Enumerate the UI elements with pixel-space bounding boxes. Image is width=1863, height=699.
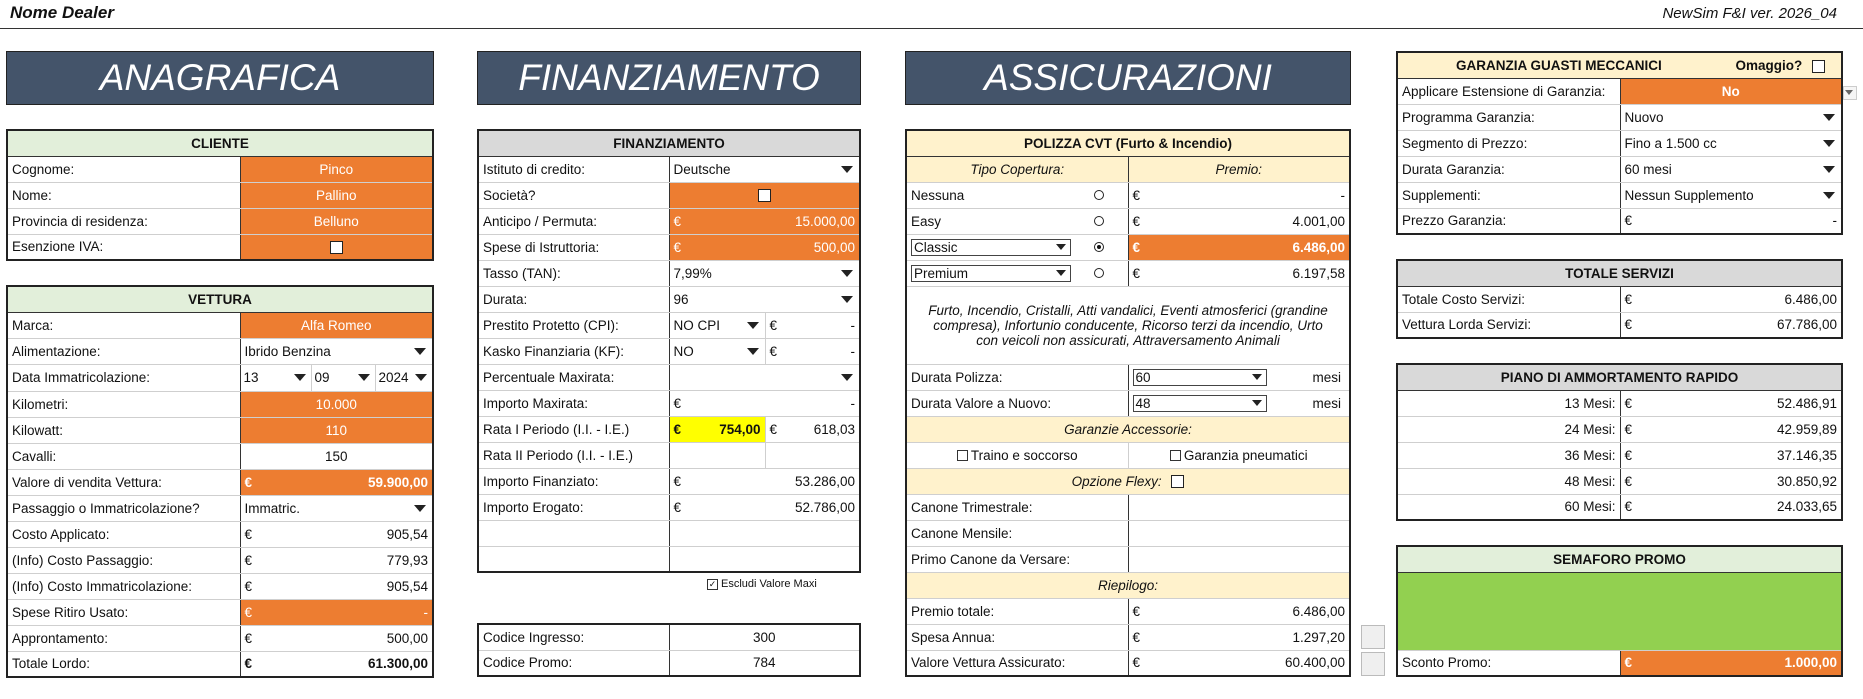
euro-symbol: €: [1132, 213, 1141, 229]
approntamento-cell[interactable]: [240, 625, 433, 651]
spese-istruttoria-value: 500,00: [813, 239, 855, 255]
traino-option[interactable]: [906, 442, 1128, 468]
rata1-ie-value: 618,03: [813, 421, 855, 437]
spesa-annua-value: 1.297,20: [1292, 629, 1346, 645]
costo-passaggio-label: (Info) Costo Passaggio:: [7, 547, 240, 573]
rata1-ie-cell: [765, 416, 860, 442]
euro-symbol: €: [1624, 317, 1633, 333]
spese-ritiro-label: Spese Ritiro Usato:: [7, 599, 240, 625]
euro-symbol: €: [1624, 473, 1633, 489]
premio-classic: [1128, 234, 1350, 260]
importo-finanziato-label: Importo Finanziato:: [478, 468, 669, 494]
cpi-label: Prestito Protetto (CPI):: [478, 312, 669, 338]
euro-symbol: €: [1624, 395, 1633, 411]
chevron-down-icon: [294, 374, 306, 381]
maxirata-perc-select[interactable]: [669, 364, 860, 390]
istituto-select[interactable]: [669, 156, 860, 182]
cpi-amount-value: -: [850, 317, 855, 333]
valore-vendita-input[interactable]: [240, 469, 433, 495]
anticipo-label: Anticipo / Permuta:: [478, 208, 669, 234]
cavalli-label: Cavalli:: [7, 443, 240, 469]
costo-applicato-cell: [240, 521, 433, 547]
euro-symbol: €: [1624, 499, 1633, 515]
rata1-label: Rata I Periodo (I.I. - I.E.): [478, 416, 669, 442]
durata-select[interactable]: [669, 286, 860, 312]
spese-istruttoria-label: Spese di Istruttoria:: [478, 234, 669, 260]
cavalli-value: 150: [240, 443, 433, 469]
approntamento-label: Approntamento:: [7, 625, 240, 651]
kilowatt-input[interactable]: 110: [240, 417, 433, 443]
totale-lordo-cell: [240, 651, 433, 677]
piano-row-label: 48 Mesi:: [1397, 468, 1620, 494]
codice-ingresso-input[interactable]: 300: [669, 624, 860, 650]
euro-symbol: €: [769, 421, 778, 437]
chevron-down-icon: [841, 296, 853, 303]
piano-row-value: 30.850,92: [1776, 473, 1837, 489]
rata2-ie-cell: [765, 442, 860, 468]
option-easy-label: Easy: [911, 213, 942, 229]
durata-vn-cell: [1128, 390, 1350, 416]
garanzia-header: [1397, 52, 1842, 78]
programma-select[interactable]: [1620, 104, 1842, 130]
chevron-down-icon: [358, 374, 370, 381]
chevron-down-icon: [1845, 90, 1853, 95]
euro-symbol: €: [1132, 187, 1141, 203]
cpi-value: NO CPI: [673, 317, 721, 333]
costo-passaggio-cell: [240, 547, 433, 573]
piano-row-label: 60 Mesi:: [1397, 494, 1620, 520]
chevron-down-icon: [841, 166, 853, 173]
durata-polizza-select[interactable]: [1133, 369, 1267, 386]
anticipo-value: 15.000,00: [794, 213, 855, 229]
premio-premium-value: 6.197,58: [1292, 265, 1346, 281]
polizza-table: [905, 129, 1351, 677]
chevron-down-icon: [1252, 374, 1262, 380]
totale-costo-servizi-label: Totale Costo Servizi:: [1397, 286, 1620, 312]
empty-cell: [478, 546, 669, 572]
primo-canone-label: Primo Canone da Versare:: [906, 546, 1128, 572]
empty-cell: [478, 520, 669, 546]
estensione-select[interactable]: No: [1620, 78, 1842, 104]
premio-easy-value: 4.001,00: [1292, 213, 1346, 229]
canone-mensile-value: [1128, 520, 1350, 546]
valore-assicurato-value: 60.400,00: [1284, 655, 1346, 671]
rata2-label: Rata II Periodo (I.I. - I.E.): [478, 442, 669, 468]
maxirata-importo-cell: [669, 390, 860, 416]
anno-value: 2024: [378, 370, 409, 385]
mesi-label: mesi: [1312, 369, 1342, 385]
piano-row-cell: [1620, 416, 1842, 442]
passaggio-value: Immatric.: [244, 500, 300, 516]
durata-polizza-cell: [1128, 364, 1350, 390]
euro-symbol: €: [1624, 421, 1633, 437]
chevron-down-icon: [1823, 140, 1835, 147]
dropdown-toggle[interactable]: [1843, 86, 1857, 100]
data-immatricolazione-cell: [240, 364, 433, 391]
societa-checkbox[interactable]: [758, 189, 771, 202]
piano-row-cell: [1620, 442, 1842, 468]
supplementi-label: Supplementi:: [1397, 182, 1620, 208]
check-icon[interactable]: ✓: [708, 578, 717, 589]
istituto-label: Istituto di credito:: [478, 156, 669, 182]
finanziamento-title: FINANZIAMENTO: [478, 130, 860, 156]
approntamento-value: 500,00: [386, 630, 428, 646]
totale-lordo-label: Totale Lordo:: [7, 651, 240, 677]
totale-servizi-title: TOTALE SERVIZI: [1397, 260, 1842, 286]
chevron-down-icon: [414, 505, 426, 512]
kf-label: Kasko Finanziaria (KF):: [478, 338, 669, 364]
supplementi-value: Nessun Supplemento: [1624, 187, 1754, 203]
istituto-value: Deutsche: [673, 161, 731, 177]
euro-symbol: €: [244, 656, 253, 672]
canone-mensile-label: Canone Mensile:: [906, 520, 1128, 546]
segmento-label: Segmento di Prezzo:: [1397, 130, 1620, 156]
valore-assicurato-label: Valore Vettura Assicurato:: [906, 650, 1128, 676]
mese-select[interactable]: [312, 365, 376, 391]
premio-premium: [1128, 260, 1350, 286]
tasso-select[interactable]: [669, 260, 860, 286]
durata-vn-label: Durata Valore a Nuovo:: [906, 390, 1128, 416]
cognome-label: Cognome:: [7, 156, 240, 182]
euro-symbol: €: [673, 395, 682, 411]
pneumatici-option[interactable]: [1128, 442, 1350, 468]
passaggio-label: Passaggio o Immatricolazione?: [7, 495, 240, 521]
mese-value: 09: [314, 370, 330, 385]
prezzo-garanzia-cell: [1620, 208, 1842, 234]
valore-vendita-label: Valore di vendita Vettura:: [7, 469, 240, 495]
vettura-lorda-servizi-value: 67.786,00: [1776, 317, 1838, 333]
iva-checkbox[interactable]: [330, 241, 343, 254]
omaggio-label: Omaggio?: [1735, 57, 1803, 73]
premio-nessuna-value: -: [1340, 187, 1346, 203]
codice-ingresso-label: Codice Ingresso:: [478, 624, 669, 650]
costo-immatricolazione-cell: [240, 573, 433, 599]
chevron-down-icon: [1823, 192, 1835, 199]
polizza-title: POLIZZA CVT (Furto & Incendio): [906, 130, 1350, 156]
durata-label: Durata:: [478, 286, 669, 312]
spese-istruttoria-input[interactable]: [669, 234, 860, 260]
premio-totale-label: Premio totale:: [906, 598, 1128, 624]
chevron-down-icon: [1252, 400, 1262, 406]
totale-lordo-value: 61.300,00: [367, 656, 428, 672]
dealer-name: Nome Dealer: [10, 3, 114, 22]
semaforo-indicator: [1397, 572, 1842, 650]
euro-symbol: €: [769, 343, 778, 359]
euro-symbol: €: [1624, 291, 1633, 307]
kf-amount: [765, 338, 860, 364]
totale-costo-servizi-value: 6.486,00: [1784, 291, 1838, 307]
spese-ritiro-value: -: [423, 604, 428, 620]
premio-easy: [1128, 208, 1350, 234]
opzione-flexy-header: [906, 468, 1350, 494]
kf-select[interactable]: [669, 338, 765, 364]
euro-symbol: €: [1624, 447, 1633, 463]
spese-ritiro-input[interactable]: [240, 599, 433, 625]
marca-label: Marca:: [7, 312, 240, 338]
importo-erogato-cell: [669, 494, 860, 520]
totale-costo-servizi-cell: [1620, 286, 1842, 312]
prezzo-garanzia-label: Prezzo Garanzia:: [1397, 208, 1620, 234]
euro-symbol: €: [673, 239, 682, 255]
sconto-promo-label: Sconto Promo:: [1397, 650, 1620, 676]
valore-assicurato-cell: [1128, 650, 1350, 676]
valore-vendita-value: 59.900,00: [367, 474, 428, 490]
cliente-table: [6, 129, 434, 261]
piano-table: [1396, 363, 1843, 521]
euro-symbol: €: [1624, 655, 1633, 671]
canone-trimestrale-value: [1128, 494, 1350, 520]
kf-amount-value: -: [850, 343, 855, 359]
euro-symbol: €: [673, 473, 682, 489]
codici-table: [477, 623, 861, 677]
tasso-value: 7,99%: [673, 265, 712, 281]
piano-row-value: 37.146,35: [1776, 447, 1837, 463]
piano-row-value: 24.033,65: [1776, 499, 1837, 515]
semaforo-title: SEMAFORO PROMO: [1397, 546, 1842, 572]
classic-select[interactable]: [911, 239, 1071, 256]
finanziamento-table: [477, 129, 861, 573]
premio-nessuna: [1128, 182, 1350, 208]
traino-label: Traino e soccorso: [970, 447, 1078, 463]
marca-input[interactable]: Alfa Romeo: [240, 312, 433, 338]
data-immatricolazione-label: Data Immatricolazione:: [7, 364, 240, 391]
durata-polizza-label: Durata Polizza:: [906, 364, 1128, 390]
anticipo-input[interactable]: [669, 208, 860, 234]
banner-finanziamento: FINANZIAMENTO: [477, 51, 861, 105]
kilometri-label: Kilometri:: [7, 391, 240, 417]
empty-cell: [669, 546, 860, 572]
option-nessuna-label: Nessuna: [911, 187, 965, 203]
tasso-label: Tasso (TAN):: [478, 260, 669, 286]
garanzia-title: GARANZIA GUASTI MECCANICI: [1456, 57, 1662, 73]
nome-label: Nome:: [7, 182, 240, 208]
euro-symbol: €: [1132, 603, 1141, 619]
vettura-lorda-servizi-cell: [1620, 312, 1842, 338]
segmento-value: Fino a 1.500 cc: [1624, 135, 1717, 151]
pneumatici-checkbox[interactable]: [1170, 450, 1181, 461]
option-nessuna[interactable]: [906, 182, 1128, 208]
empty-cell: [669, 520, 860, 546]
vettura-lorda-servizi-label: Vettura Lorda Servizi:: [1397, 312, 1620, 338]
cpi-amount: [765, 312, 860, 338]
radio-premium[interactable]: [1094, 268, 1104, 278]
codice-promo-input[interactable]: 784: [669, 650, 860, 676]
option-easy[interactable]: [906, 208, 1128, 234]
euro-symbol: €: [1132, 655, 1141, 671]
euro-symbol: €: [244, 630, 253, 646]
side-button-2[interactable]: [1361, 652, 1385, 676]
premio-totale-cell: [1128, 598, 1350, 624]
premio-header: Premio:: [1128, 156, 1350, 182]
alimentazione-value: Ibrido Benzina: [244, 343, 331, 359]
maxirata-perc-label: Percentuale Maxirata:: [478, 364, 669, 390]
euro-symbol: €: [244, 526, 253, 542]
kilometri-input[interactable]: 10.000: [240, 391, 433, 417]
costo-applicato-label: Costo Applicato:: [7, 521, 240, 547]
piano-row-label: 13 Mesi:: [1397, 390, 1620, 416]
euro-symbol: €: [673, 213, 682, 229]
radio-easy[interactable]: [1094, 216, 1104, 226]
durata-garanzia-label: Durata Garanzia:: [1397, 156, 1620, 182]
alimentazione-label: Alimentazione:: [7, 338, 240, 364]
euro-symbol: €: [1132, 265, 1141, 281]
option-classic-label: Classic: [914, 239, 958, 255]
chevron-down-icon: [747, 348, 759, 355]
alimentazione-select[interactable]: [240, 338, 433, 364]
piano-row-cell: [1620, 468, 1842, 494]
durata-garanzia-select[interactable]: [1620, 156, 1842, 182]
costo-passaggio-value: 779,93: [386, 552, 428, 568]
importo-finanziato-value: 53.286,00: [794, 473, 855, 489]
maxirata-importo-value: -: [850, 395, 855, 411]
top-bar: [0, 0, 1863, 29]
costo-immatricolazione-label: (Info) Costo Immatricolazione:: [7, 573, 240, 599]
chevron-down-icon: [414, 348, 426, 355]
iva-cell: [240, 234, 433, 260]
radio-nessuna[interactable]: [1094, 190, 1104, 200]
chevron-down-icon: [1823, 114, 1835, 121]
option-premium-label: Premium: [914, 265, 969, 281]
cognome-input[interactable]: Pinco: [240, 156, 433, 182]
flexy-label: Opzione Flexy:: [1071, 473, 1162, 489]
kilowatt-label: Kilowatt:: [7, 417, 240, 443]
chevron-down-icon: [415, 374, 427, 381]
rata2-ii-cell: [669, 442, 765, 468]
sconto-promo-cell: [1620, 650, 1842, 676]
piano-row-cell: [1620, 494, 1842, 520]
piano-title: PIANO DI AMMORTAMENTO RAPIDO: [1397, 364, 1842, 390]
piano-row-label: 24 Mesi:: [1397, 416, 1620, 442]
premium-select[interactable]: [911, 265, 1071, 282]
segmento-select[interactable]: [1620, 130, 1842, 156]
chevron-down-icon: [841, 270, 853, 277]
option-premium[interactable]: [906, 260, 1128, 286]
garanzia-table: [1396, 51, 1843, 235]
riepilogo-header: Riepilogo:: [906, 572, 1350, 598]
traino-checkbox[interactable]: [957, 450, 968, 461]
piano-row-value: 42.959,89: [1776, 421, 1837, 437]
escludi-maxi-option[interactable]: [707, 578, 817, 590]
iva-label: Esenzione IVA:: [7, 234, 240, 260]
chevron-down-icon: [841, 374, 853, 381]
tipo-copertura-header: Tipo Copertura:: [906, 156, 1128, 182]
escludi-maxi-label: Escludi Valore Maxi: [721, 578, 817, 590]
premio-classic-value: 6.486,00: [1292, 239, 1346, 255]
societa-cell: [669, 182, 860, 208]
piano-row-value: 52.486,91: [1776, 395, 1837, 411]
banner-assicurazioni: ASSICURAZIONI: [905, 51, 1351, 105]
cliente-title: CLIENTE: [7, 130, 433, 156]
vettura-table: [6, 285, 434, 678]
chevron-down-icon: [1056, 270, 1066, 276]
option-classic[interactable]: [906, 234, 1128, 260]
prezzo-garanzia-value: -: [1832, 213, 1838, 229]
piano-row-cell: [1620, 390, 1842, 416]
euro-symbol: €: [244, 578, 253, 594]
chevron-down-icon: [1056, 244, 1066, 250]
costo-immatricolazione-value: 905,54: [386, 578, 428, 594]
passaggio-select[interactable]: [240, 495, 433, 521]
garanzie-accessorie-header: Garanzie Accessorie:: [906, 416, 1350, 442]
importo-finanziato-cell: [669, 468, 860, 494]
radio-classic[interactable]: [1094, 242, 1104, 252]
spesa-annua-cell: [1128, 624, 1350, 650]
chevron-down-icon: [747, 322, 759, 329]
provincia-input[interactable]: Belluno: [240, 208, 433, 234]
costo-applicato-value: 905,54: [386, 526, 428, 542]
pneumatici-label: Garanzia pneumatici: [1183, 447, 1308, 463]
importo-erogato-label: Importo Erogato:: [478, 494, 669, 520]
rata1-ii-value: 754,00: [719, 421, 761, 437]
chevron-down-icon: [1823, 166, 1835, 173]
premio-totale-value: 6.486,00: [1292, 603, 1346, 619]
durata-vn-value: 48: [1135, 395, 1151, 411]
societa-label: Società?: [478, 182, 669, 208]
durata-vn-select[interactable]: [1133, 395, 1267, 412]
programma-label: Programma Garanzia:: [1397, 104, 1620, 130]
provincia-label: Provincia di residenza:: [7, 208, 240, 234]
anno-select[interactable]: [376, 365, 433, 391]
estensione-label: Applicare Estensione di Garanzia:: [1397, 78, 1620, 104]
cpi-select[interactable]: [669, 312, 765, 338]
supplementi-select[interactable]: [1620, 182, 1842, 208]
kf-value: NO: [673, 343, 694, 359]
maxirata-importo-label: Importo Maxirata:: [478, 390, 669, 416]
polizza-description: Furto, Incendio, Cristalli, Atti vandalici, Eventi atmosferici (grandine compresa), Infortunio conducente, Ricorso terzi da incendio, Urto con veicoli non assicurati, Attraversamento Animali: [906, 286, 1350, 364]
durata-value: 96: [673, 291, 689, 307]
euro-symbol: €: [1132, 239, 1141, 255]
side-button-1[interactable]: [1361, 625, 1385, 649]
importo-erogato-value: 52.786,00: [794, 499, 855, 515]
durata-polizza-value: 60: [1135, 369, 1151, 385]
sconto-promo-value: 1.000,00: [1784, 655, 1838, 671]
euro-symbol: €: [673, 421, 682, 437]
euro-symbol: €: [1624, 213, 1633, 229]
giorno-select[interactable]: [241, 365, 312, 391]
vettura-title: VETTURA: [7, 286, 433, 312]
version-label: NewSim F&I ver. 2026_04: [1662, 5, 1837, 22]
primo-canone-value: [1128, 546, 1350, 572]
flexy-checkbox[interactable]: [1171, 475, 1184, 488]
totale-servizi-table: [1396, 259, 1843, 339]
euro-symbol: €: [244, 474, 253, 490]
euro-symbol: €: [673, 499, 682, 515]
euro-symbol: €: [244, 552, 253, 568]
euro-symbol: €: [1132, 629, 1141, 645]
euro-symbol: €: [244, 604, 253, 620]
euro-symbol: €: [769, 317, 778, 333]
piano-row-label: 36 Mesi:: [1397, 442, 1620, 468]
mesi-label: mesi: [1312, 395, 1342, 411]
omaggio-checkbox[interactable]: [1812, 60, 1825, 73]
programma-value: Nuovo: [1624, 109, 1664, 125]
semaforo-table: [1396, 545, 1843, 677]
giorno-value: 13: [243, 370, 259, 385]
spesa-annua-label: Spesa Annua:: [906, 624, 1128, 650]
banner-anagrafica: ANAGRAFICA: [6, 51, 434, 105]
nome-input[interactable]: Pallino: [240, 182, 433, 208]
codice-promo-label: Codice Promo:: [478, 650, 669, 676]
durata-garanzia-value: 60 mesi: [1624, 161, 1672, 177]
rata1-ii-cell: [669, 416, 765, 442]
canone-trimestrale-label: Canone Trimestrale:: [906, 494, 1128, 520]
